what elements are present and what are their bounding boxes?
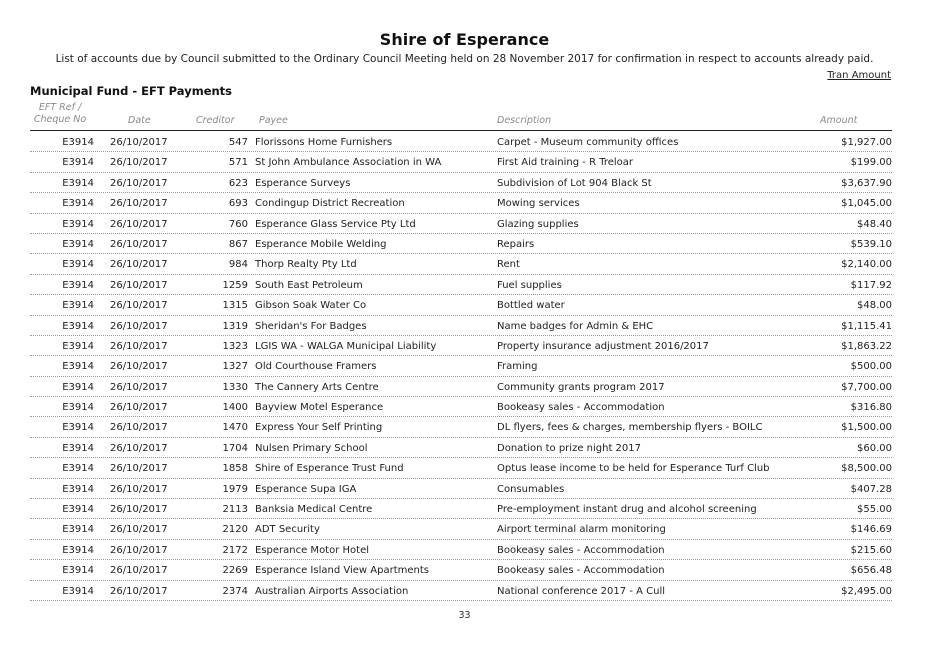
cell-creditor: 1330 — [222, 381, 248, 393]
cell-date: 26/10/2017 — [110, 483, 168, 495]
cell-creditor: 1327 — [222, 361, 248, 373]
table-row — [30, 152, 892, 172]
cell-date: 26/10/2017 — [110, 157, 168, 169]
table-header — [30, 102, 892, 131]
table-row — [30, 275, 892, 295]
cell-date: 26/10/2017 — [110, 218, 168, 230]
cell-eft-ref: E3914 — [62, 218, 94, 230]
cell-description: Glazing supplies — [497, 218, 579, 230]
cell-creditor: 2374 — [222, 585, 248, 597]
cell-eft-ref: E3914 — [62, 381, 94, 393]
cell-payee: The Cannery Arts Centre — [255, 381, 379, 393]
cell-date: 26/10/2017 — [110, 442, 168, 454]
table-row — [30, 316, 892, 336]
cell-amount: $48.00 — [857, 300, 892, 312]
cell-description: Bookeasy sales - Accommodation — [497, 402, 665, 414]
cell-creditor: 547 — [228, 137, 248, 148]
table-row — [30, 336, 892, 356]
table-row — [30, 214, 892, 234]
cell-payee: Shire of Esperance Trust Fund — [255, 463, 404, 475]
cell-description: DL flyers, fees & charges, membership flyers - BOILC — [497, 422, 763, 434]
cell-creditor: 1315 — [222, 300, 248, 312]
table-row — [30, 132, 892, 152]
table-row — [30, 519, 892, 539]
cell-amount: $1,115.41 — [841, 320, 892, 332]
cell-payee: Condingup District Recreation — [255, 198, 405, 210]
cell-description: Optus lease income to be held for Esperance Turf Club — [497, 463, 770, 475]
cell-date: 26/10/2017 — [110, 300, 168, 312]
cell-description: Donation to prize night 2017 — [497, 442, 642, 454]
cell-date: 26/10/2017 — [110, 320, 168, 332]
cell-date: 26/10/2017 — [110, 137, 168, 148]
cell-date: 26/10/2017 — [110, 585, 168, 597]
cell-payee: Sheridan's For Badges — [255, 320, 367, 332]
column-header-eft-ref-line1: EFT Ref / — [38, 102, 82, 113]
cell-payee: Florissons Home Furnishers — [255, 137, 393, 148]
cell-amount: $7,700.00 — [841, 381, 892, 393]
cell-eft-ref: E3914 — [62, 361, 94, 373]
cell-date: 26/10/2017 — [110, 524, 168, 536]
cell-creditor: 693 — [228, 198, 248, 210]
cell-description: Rent — [497, 259, 520, 271]
table-row — [30, 193, 892, 213]
cell-creditor: 760 — [228, 218, 248, 230]
cell-creditor: 1858 — [222, 463, 248, 475]
cell-eft-ref: E3914 — [62, 483, 94, 495]
cell-amount: $539.10 — [850, 238, 892, 250]
cell-payee: Australian Airports Association — [255, 585, 409, 597]
cell-date: 26/10/2017 — [110, 565, 168, 577]
cell-description: Carpet - Museum community offices — [497, 137, 679, 148]
cell-amount: $316.80 — [850, 402, 892, 414]
table-row — [30, 377, 892, 397]
cell-amount: $1,500.00 — [841, 422, 892, 434]
cell-amount: $500.00 — [850, 361, 892, 373]
cell-amount: $3,637.90 — [841, 177, 892, 189]
cell-creditor: 1470 — [222, 422, 248, 434]
tran-amount-label: Tran Amount — [827, 70, 891, 81]
column-header-amount: Amount — [820, 115, 858, 126]
cell-payee: Nulsen Primary School — [255, 442, 368, 454]
cell-description: Bottled water — [497, 300, 565, 312]
cell-date: 26/10/2017 — [110, 279, 168, 291]
cell-date: 26/10/2017 — [110, 238, 168, 250]
cell-date: 26/10/2017 — [110, 361, 168, 373]
cell-eft-ref: E3914 — [62, 279, 94, 291]
cell-creditor: 1323 — [222, 340, 248, 352]
cell-date: 26/10/2017 — [110, 463, 168, 475]
cell-eft-ref: E3914 — [62, 442, 94, 454]
cell-creditor: 1704 — [222, 442, 248, 454]
cell-eft-ref: E3914 — [62, 259, 94, 271]
cell-creditor: 984 — [228, 259, 248, 271]
cell-date: 26/10/2017 — [110, 198, 168, 210]
cell-description: Mowing services — [497, 198, 580, 210]
cell-date: 26/10/2017 — [110, 422, 168, 434]
cell-creditor: 2113 — [222, 504, 248, 516]
cell-eft-ref: E3914 — [62, 422, 94, 434]
cell-eft-ref: E3914 — [62, 157, 94, 169]
cell-description: Consumables — [497, 483, 565, 495]
cell-payee: Esperance Island View Apartments — [255, 565, 429, 577]
cell-creditor: 1979 — [222, 483, 248, 495]
column-header-creditor: Creditor — [196, 115, 235, 126]
cell-payee: ADT Security — [255, 524, 320, 536]
cell-eft-ref: E3914 — [62, 585, 94, 597]
column-header-date: Date — [128, 115, 151, 126]
cell-eft-ref: E3914 — [62, 198, 94, 210]
table-row — [30, 479, 892, 499]
cell-date: 26/10/2017 — [110, 381, 168, 393]
cell-eft-ref: E3914 — [62, 340, 94, 352]
cell-payee: Esperance Mobile Welding — [255, 238, 387, 250]
cell-description: Airport terminal alarm monitoring — [497, 524, 666, 536]
cell-amount: $1,045.00 — [841, 198, 892, 210]
cell-eft-ref: E3914 — [62, 238, 94, 250]
cell-amount: $2,495.00 — [841, 585, 892, 597]
column-header-payee: Payee — [259, 115, 288, 126]
cell-description: Fuel supplies — [497, 279, 562, 291]
cell-payee: Thorp Realty Pty Ltd — [255, 259, 357, 271]
cell-payee: Esperance Surveys — [255, 177, 351, 189]
cell-date: 26/10/2017 — [110, 504, 168, 516]
cell-amount: $8,500.00 — [841, 463, 892, 475]
cell-eft-ref: E3914 — [62, 544, 94, 556]
cell-date: 26/10/2017 — [110, 402, 168, 414]
cell-creditor: 571 — [228, 157, 248, 169]
cell-amount: $1,927.00 — [841, 137, 892, 148]
cell-payee: Express Your Self Printing — [255, 422, 383, 434]
cell-description: Community grants program 2017 — [497, 381, 665, 393]
payments-table — [30, 132, 892, 601]
cell-payee: Banksia Medical Centre — [255, 504, 373, 516]
cell-payee: Esperance Motor Hotel — [255, 544, 369, 556]
column-header-eft-ref-line2: Cheque No — [33, 114, 87, 125]
cell-date: 26/10/2017 — [110, 259, 168, 271]
cell-payee: LGIS WA - WALGA Municipal Liability — [255, 340, 437, 352]
column-header-description: Description — [497, 115, 552, 126]
cell-date: 26/10/2017 — [110, 544, 168, 556]
cell-creditor: 2120 — [222, 524, 248, 536]
table-row — [30, 581, 892, 601]
section-heading: Municipal Fund - EFT Payments — [30, 84, 233, 98]
cell-eft-ref: E3914 — [62, 402, 94, 414]
cell-description: Property insurance adjustment 2016/2017 — [497, 340, 709, 352]
cell-description: Subdivision of Lot 904 Black St — [497, 177, 652, 189]
cell-eft-ref: E3914 — [62, 320, 94, 332]
cell-amount: $117.92 — [850, 279, 892, 291]
cell-creditor: 1259 — [222, 279, 248, 291]
cell-eft-ref: E3914 — [62, 137, 94, 148]
cell-amount: $48.40 — [857, 218, 892, 230]
page-subtitle: List of accounts due by Council submitted to the Ordinary Council Meeting held on 28 November 2017 for confirmation in respect to accounts already paid. — [55, 53, 874, 65]
cell-creditor: 2269 — [222, 565, 248, 577]
cell-description: Name badges for Admin & EHC — [497, 320, 654, 332]
cell-payee: Bayview Motel Esperance — [255, 402, 384, 414]
cell-payee: Gibson Soak Water Co — [255, 300, 367, 312]
cell-payee: South East Petroleum — [255, 279, 363, 291]
cell-payee: Old Courthouse Framers — [255, 361, 377, 373]
cell-amount: $215.60 — [850, 544, 892, 556]
cell-amount: $146.69 — [850, 524, 892, 536]
cell-amount: $199.00 — [850, 157, 892, 169]
cell-description: Framing — [497, 361, 538, 373]
table-row — [30, 540, 892, 560]
table-row — [30, 254, 892, 274]
page-title: Shire of Esperance — [379, 30, 550, 49]
cell-payee: Esperance Glass Service Pty Ltd — [255, 218, 416, 230]
cell-date: 26/10/2017 — [110, 340, 168, 352]
cell-description: Bookeasy sales - Accommodation — [497, 565, 665, 577]
table-row — [30, 499, 892, 519]
cell-description: Pre-employment instant drug and alcohol screening — [497, 504, 757, 516]
cell-creditor: 623 — [228, 177, 248, 189]
table-row — [30, 560, 892, 580]
page-number: 33 — [458, 610, 471, 621]
cell-creditor: 1400 — [222, 402, 248, 414]
cell-amount: $1,863.22 — [841, 340, 892, 352]
cell-amount: $656.48 — [850, 565, 892, 577]
cell-amount: $55.00 — [857, 504, 892, 516]
cell-description: First Aid training - R Treloar — [497, 157, 634, 169]
table-row — [30, 417, 892, 437]
cell-date: 26/10/2017 — [110, 177, 168, 189]
column-header-eft-ref — [30, 102, 90, 126]
cell-eft-ref: E3914 — [62, 300, 94, 312]
cell-creditor: 1319 — [222, 320, 248, 332]
cell-creditor: 867 — [228, 238, 248, 250]
cell-payee: Esperance Supa IGA — [255, 483, 357, 495]
cell-eft-ref: E3914 — [62, 177, 94, 189]
cell-creditor: 2172 — [222, 544, 248, 556]
table-row — [30, 438, 892, 458]
cell-description: Repairs — [497, 238, 535, 250]
cell-eft-ref: E3914 — [62, 463, 94, 475]
table-row — [30, 295, 892, 315]
table-row — [30, 234, 892, 254]
cell-description: Bookeasy sales - Accommodation — [497, 544, 665, 556]
table-row — [30, 458, 892, 478]
cell-eft-ref: E3914 — [62, 504, 94, 516]
table-row — [30, 397, 892, 417]
cell-amount: $2,140.00 — [841, 259, 892, 271]
cell-eft-ref: E3914 — [62, 565, 94, 577]
cell-amount: $407.28 — [850, 483, 892, 495]
cell-eft-ref: E3914 — [62, 524, 94, 536]
cell-payee: St John Ambulance Association in WA — [255, 157, 442, 169]
table-row — [30, 173, 892, 193]
cell-description: National conference 2017 - A Cull — [497, 585, 665, 597]
table-row — [30, 356, 892, 376]
cell-amount: $60.00 — [857, 442, 892, 454]
